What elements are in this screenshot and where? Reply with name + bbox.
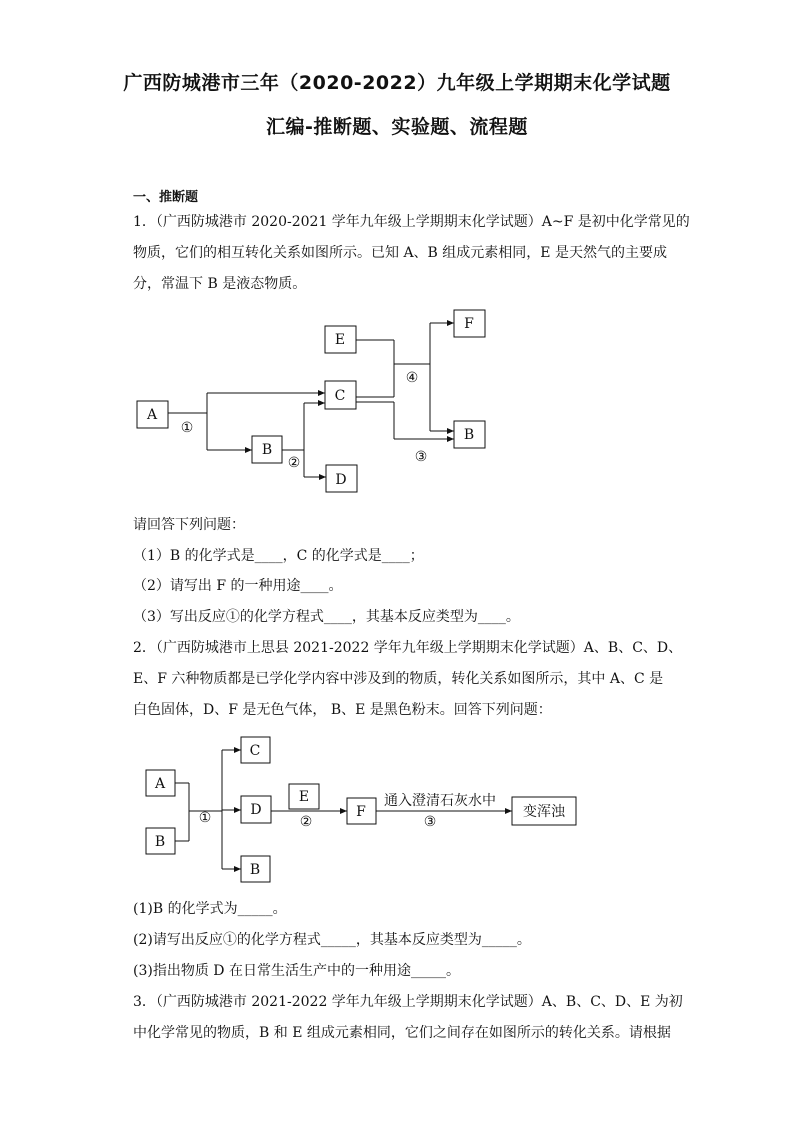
q2-text-line1: 2．（广西防城港市上思县 2021-2022 学年九年级上学期期末化学试题）A、B、C、D、 bbox=[133, 640, 683, 656]
q1-text-line3: 分，常温下 B 是液态物质。 bbox=[133, 276, 307, 292]
q1-label-b2: B bbox=[463, 427, 475, 443]
q2-sub3: (3)指出物质 D 在日常生活生产中的一种用途_____。 bbox=[133, 963, 460, 979]
q2-text-line3: 白色固体，D、F 是无色气体， B、E 是黑色粉末。回答下列问题： bbox=[133, 702, 552, 718]
q2-reaction-2: ② bbox=[299, 814, 313, 830]
q1-label-e: E bbox=[334, 332, 346, 348]
q1-label-c: C bbox=[334, 388, 346, 404]
section-heading: 一、推断题 bbox=[133, 190, 199, 205]
q1-reaction-2: ② bbox=[287, 455, 301, 471]
q1-label-b1: B bbox=[261, 442, 273, 458]
q1-text-line2: 物质，它们的相互转化关系如图所示。已知 A、B 组成元素相同，E 是天然气的主要成 bbox=[133, 245, 667, 261]
q2-text-line2: E、F 六种物质都是已学化学内容中涉及到的物质，转化关系如图所示，其中 A、C 是 bbox=[133, 671, 664, 687]
q1-reaction-4: ④ bbox=[405, 370, 419, 386]
q2-label-d: D bbox=[250, 802, 262, 818]
q2-reagent-label: 通入澄清石灰水中 bbox=[384, 793, 496, 809]
q1-label-f: F bbox=[464, 316, 474, 332]
q1-sub1: （1）B 的化学式是____，C 的化学式是____； bbox=[133, 548, 424, 564]
q2-sub2: (2)请写出反应①的化学方程式_____，其基本反应类型为_____。 bbox=[133, 932, 531, 948]
q3-text-line2: 中化学常见的物质，B 和 E 组成元素相同，它们之间存在如图所示的转化关系。请根据 bbox=[133, 1025, 671, 1041]
q2-label-c: C bbox=[249, 743, 261, 759]
q2-sub1: (1)B 的化学式为_____。 bbox=[133, 901, 287, 917]
page-title: 广西防城港市三年（2020-2022）九年级上学期期末化学试题 bbox=[123, 72, 671, 94]
q1-reaction-3: ③ bbox=[414, 449, 428, 465]
q2-label-b2: B bbox=[249, 862, 261, 878]
q1-reaction-1: ① bbox=[180, 420, 194, 436]
q1-prompt: 请回答下列问题： bbox=[133, 517, 245, 533]
q3-text-line1: 3．（广西防城港市 2021-2022 学年九年级上学期期末化学试题）A、B、C、D、E 为初 bbox=[133, 994, 683, 1010]
q1-label-d: D bbox=[335, 472, 347, 488]
q2-label-result: 变浑浊 bbox=[523, 804, 565, 820]
q2-reaction-3: ③ bbox=[423, 814, 437, 830]
q1-label-a: A bbox=[146, 407, 158, 423]
q1-sub3: （3）写出反应①的化学方程式____，其基本反应类型为____。 bbox=[133, 609, 520, 625]
q2-label-a: A bbox=[154, 776, 166, 792]
q1-sub2: （2）请写出 F 的一种用途____。 bbox=[133, 578, 343, 594]
q2-label-e: E bbox=[298, 789, 310, 805]
q2-label-f: F bbox=[356, 804, 366, 820]
page-subtitle: 汇编-推断题、实验题、流程题 bbox=[266, 116, 528, 138]
q2-reaction-1: ① bbox=[198, 810, 212, 826]
q2-label-b1: B bbox=[154, 834, 166, 850]
q1-text-line1: 1．（广西防城港市 2020-2021 学年九年级上学期期末化学试题）A~F 是初中化学常见的 bbox=[133, 214, 690, 230]
